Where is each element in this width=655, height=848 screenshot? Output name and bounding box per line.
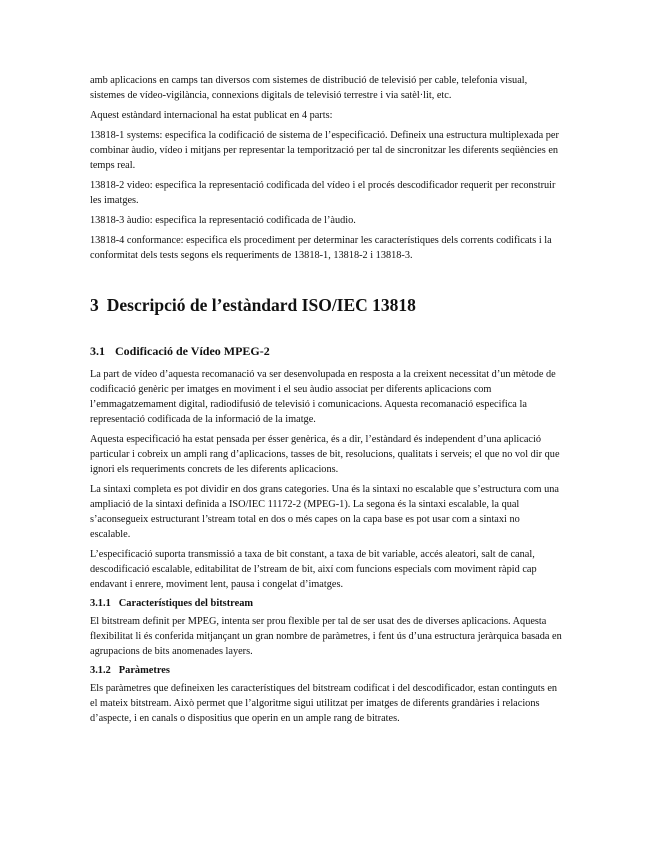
part-13818-2-paragraph: 13818-2 video: especifica la representació codificada del vídeo i el procés descodificador requerit per reconstruir les imatges. <box>90 180 556 206</box>
section-3-1-paragraph-4: L’especificació suporta transmissió a taxa de bit constant, a taxa de bit variable, accés aleatori, salt de canal, descodificació escalable, editabilitat de l’stream de bit, així com funcions especials com moviment ràpid cap endavant i enrere, moviment lent, pausa i congelat d’imatges. <box>90 549 537 590</box>
section-3-1-number: 3.1 <box>90 344 105 358</box>
section-3-1-2-title: Paràmetres <box>118 665 170 676</box>
part-13818-1-paragraph: 13818-1 systems: especifica la codificació de sistema de l’especificació. Defineix una estructura multiplexada per combinar àudio, vídeo i mitjans per representar la temporització per tal de sincronitzar les diferents seqüències en temps real. <box>90 130 559 171</box>
section-3-1-2-heading <box>90 664 562 678</box>
section-3-1-paragraph-1: La part de vídeo d’aquesta recomanació va ser desenvolupada en resposta a la creixent necessitat d’un mètode de codificació genèric per imatges en moviment i el seu àudio associat per diferents aplicacions com l’emmagatzemament digital, radiodifusió de televisió i comunicacions. Aquesta recomanació especifica la representació codificada de la informació de la imatge. <box>90 369 556 425</box>
section-3-1-heading <box>90 343 562 359</box>
section-3-1-title: Codificació de Vídeo MPEG-2 <box>115 344 270 358</box>
section-3-1-paragraph-3: La sintaxi completa es pot dividir en dos grans categories. Una és la sintaxi no escalable que s’estructura com una ampliació de la sintaxi definida a ISO/IEC 11172-2 (MPEG-1). La segona és la sintaxi escalable, la qual s’aconsegueix estructurant l’stream total en dos o més capes on la capa base es pot usar com a sintaxi no escalable. <box>90 484 559 540</box>
section-3-heading <box>90 294 562 316</box>
section-3-title: Descripció de l’estàndard ISO/IEC 13818 <box>106 295 416 315</box>
section-3-1-1-paragraph: El bitstream definit per MPEG, intenta ser prou flexible per tal de ser usat des de diverses aplicacions. Aquesta flexibilitat li és conferida mitjançant un gran nombre de paràmetres, i fent ús d’una estructura jeràrquica basada en agrupacions de bits anomenades layers. <box>90 616 562 657</box>
section-3-1-paragraph-2: Aquesta especificació ha estat pensada per ésser genèrica, és a dir, l’estàndard és independent d’una aplicació particular i cobreix un ampli rang d’aplicacions, tasses de bit, resolucions, qualitats i serveis; el que no vol dir que ignori els requeriments concrets de les diferents aplicacions. <box>90 434 560 475</box>
section-3-1-2-number: 3.1.2 <box>90 665 111 676</box>
document-page <box>90 73 562 731</box>
section-3-1-1-number: 3.1.1 <box>90 598 111 609</box>
section-3-number: 3 <box>90 295 99 315</box>
intro-continuation-paragraph: amb aplicacions en camps tan diversos com sistemes de distribució de televisió per cable, telefonia visual, sistemes de vídeo-vigilància, connexions digitals de televisió terrestre i via satèl·lit, etc. <box>90 75 528 101</box>
part-13818-3-paragraph: 13818-3 àudio: especifica la representació codificada de l’àudio. <box>90 215 356 226</box>
section-3-1-1-heading <box>90 597 562 611</box>
section-3-1-1-title: Característiques del bitstream <box>118 598 254 609</box>
parts-intro-paragraph: Aquest estàndard internacional ha estat publicat en 4 parts: <box>90 110 333 121</box>
section-3-1-2-paragraph: Els paràmetres que defineixen les característiques del bitstream codificat i del descodificador, estan continguts en el mateix bitstream. Això permet que l’algoritme sigui utilitzat per imatges de diferents grandàries i relacions d’aspecte, i en canals o dispositius que operin en un ample rang de bitrates. <box>90 683 558 724</box>
part-13818-4-paragraph: 13818-4 conformance: especifica els procediment per determinar les característiques dels corrents codificats i la conformitat dels tests segons els requeriments de 13818-1, 13818-2 i 13818-3. <box>90 235 552 261</box>
